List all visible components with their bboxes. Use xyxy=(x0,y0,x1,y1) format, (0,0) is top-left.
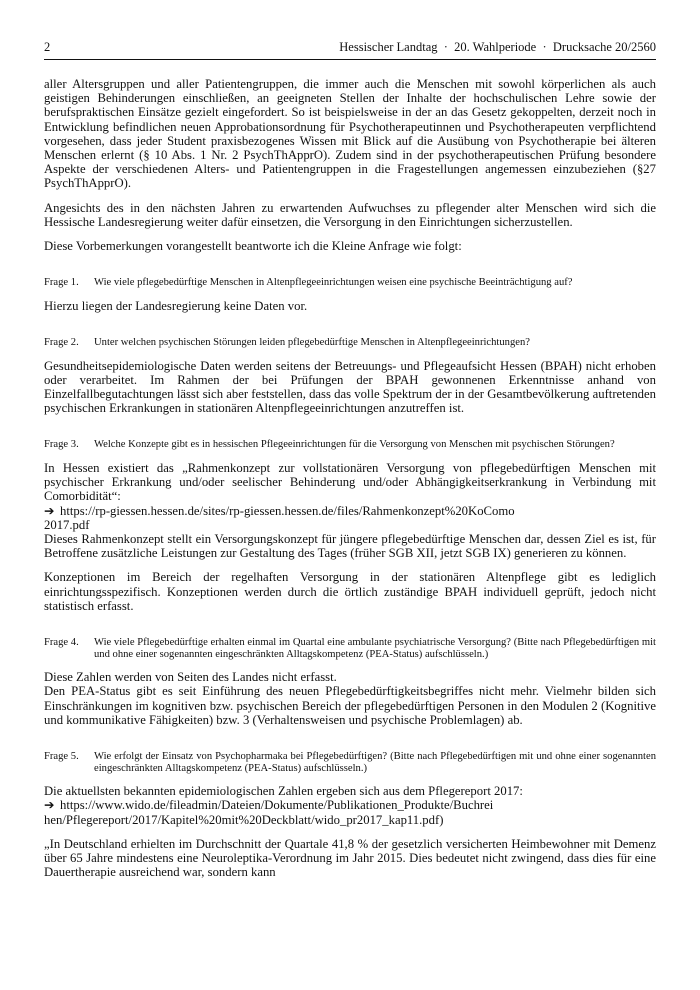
link-url-part-2[interactable]: 2017.pdf xyxy=(44,517,90,532)
intro-paragraph-2: Angesichts des in den nächsten Jahren zu erwartenden Aufwuchses zu pflegender alter Menschen wird sich die Hessische Landesregierung weiter dafür einsetzen, die Versorgung in den Einrichtungen sicherzustellen. xyxy=(44,200,656,229)
link-url-part-2[interactable]: hen/Pflegereport/2017/Kapitel%20mit%20Deckblatt/wido_pr2017_kap11.pdf) xyxy=(44,812,444,827)
answer-3-concept: Dieses Rahmenkonzept stellt ein Versorgungskonzept für jüngere pflegebedürftige Menschen dar, dessen Ziel es ist, für Betroffene zusätzliche Leistungen zur Gestaltung des Tages (früher SGB XII, jetzt SGB IX) generieren zu können. xyxy=(44,532,656,561)
question-label: Frage 3. xyxy=(44,439,79,451)
running-title: Hessischer Landtag · 20. Wahlperiode · Drucksache 20/2560 xyxy=(339,40,656,54)
question-3 xyxy=(44,439,656,451)
answer-2: Gesundheitsepidemiologische Daten werden seitens der Betreuungs- und Pflegeaufsicht Hessen (BPAH) nicht erhoben oder verarbeitet. Im Rahmen der bei Prüfungen der BPAH gewonnenen Erkenntnisse anhand von Einzelfallbegutachtungen lässt sich aber feststellen, dass das volle Spektrum der in der Gesamtbevölkerung auftretenden psychischen Erkrankungen in stationären Altenpflegeeinrichtungen anzutreffen ist. xyxy=(44,358,656,416)
document-body xyxy=(44,77,656,879)
header-divider xyxy=(44,59,656,60)
page-number: 2 xyxy=(44,40,51,54)
link-url-part-1[interactable]: https://rp-giessen.hessen.de/sites/rp-giessen.hessen.de/files/Rahmenkonzept%20KoComo xyxy=(60,503,515,518)
arrow-right-icon: ➔ xyxy=(44,503,55,518)
question-4 xyxy=(44,637,656,660)
question-1 xyxy=(44,277,656,289)
question-label: Frage 2. xyxy=(44,337,79,349)
link-url-part-1[interactable]: https://www.wido.de/fileadmin/Dateien/Dokumente/Publikationen_Produkte/Buchrei xyxy=(60,798,494,813)
pflegereport-link[interactable] xyxy=(44,798,656,826)
answer-4-pea: Den PEA-Status gibt es seit Einführung des neuen Pflegebedürftigkeitsbegriffes nicht mehr. Vielmehr bilden sich Einschränkungen im kognitiven bzw. psychischen Bereich der pflegebedürftigen Personen in den Modulen 2 (Kognitive und kommunikative Fähigkeiten) bzw. 3 (Verhaltensweisen und psychische Problemlagen) ab. xyxy=(44,684,656,727)
question-2 xyxy=(44,337,656,349)
answer-4-line: Diese Zahlen werden von Seiten des Landes nicht erfasst. xyxy=(44,670,337,685)
question-label: Frage 1. xyxy=(44,277,79,289)
question-text: Unter welchen psychischen Störungen leiden pflegebedürftige Menschen in Altenpflegeeinrichtungen? xyxy=(94,337,530,349)
intro-paragraph-3: Diese Vorbemerkungen vorangestellt beantworte ich die Kleine Anfrage wie folgt: xyxy=(44,239,462,254)
answer-3-intro: In Hessen existiert das „Rahmenkonzept zur vollstationären Versorgung von pflegebedürftigen Menschen mit psychischer Erkrankung und/oder seelischer Behinderung und/oder Abhängigkeitserkrankung in Verbindung mit Comorbidität“: xyxy=(44,461,656,504)
question-text: Wie erfolgt der Einsatz von Psychopharmaka bei Pflegebedürftigen? (Bitte nach Pflegebedürftigen mit und ohne einer sogenannten eingeschränkten Alltagskompetenz (PEA-Status) aufschlüsseln.) xyxy=(94,751,656,774)
answer-5-intro: Die aktuellsten bekannten epidemiologischen Zahlen ergeben sich aus dem Pflegereport 2017: xyxy=(44,784,523,799)
arrow-right-icon: ➔ xyxy=(44,798,55,813)
answer-5-quote: „In Deutschland erhielten im Durchschnitt der Quartale 41,8 % der gesetzlich versicherten Heimbewohner mit Demenz über 65 Jahre mindestens eine Neuroleptika-Verordnung im Jahr 2015. Dies bedeutet nicht zwingend, dass dies für eine Dauertherapie ausreichend war, sondern kann xyxy=(44,836,656,880)
question-text: Welche Konzepte gibt es in hessischen Pflegeeinrichtungen für die Versorgung von Menschen mit psychischen Störungen? xyxy=(94,439,615,451)
question-label: Frage 5. xyxy=(44,751,79,763)
question-text: Wie viele pflegebedürftige Menschen in Altenpflegeeinrichtungen weisen eine psychische Beeinträchtigung auf? xyxy=(94,277,573,289)
question-label: Frage 4. xyxy=(44,637,79,649)
answer-3-conceptions: Konzeptionen im Bereich der regelhaften Versorgung in der stationären Altenpflege gibt es lediglich einrichtungsspezifisch. Konzeptionen werden durch die örtlich zuständige BPAH individuell geprüft, jedoch nicht statistisch erfasst. xyxy=(44,570,656,613)
answer-1: Hierzu liegen der Landesregierung keine Daten vor. xyxy=(44,298,308,313)
question-5 xyxy=(44,751,656,774)
rahmenkonzept-link[interactable] xyxy=(44,504,656,532)
page-header xyxy=(44,40,656,58)
intro-paragraph-1: aller Altersgruppen und aller Patientengruppen, die immer auch die Menschen mit sowohl körperlichen als auch geistigen Behinderungen einschließen, an geeigneten Stellen der Inhalte der hochschulischen Lehre sowie der berufspraktischen Einsätze gezielt eingefordert. So ist beispielsweise in der an das Gesetz gekoppelten, derzeit noch in Entwicklung befindlichen neuen Approbationsordnung für Psychotherapeutinnen und Psychotherapeuten verpflichtend vorgesehen, dass jeder Student praxisbezogenes Wissen mit Blick auf die Ausübung von Psychotherapie bei älteren Menschen erlernt (§ 10 Abs. 1 Nr. 2 PsychThApprO). Zudem sind in der psychotherapeutischen Prüfung besondere Aspekte der verschiedenen Alters- und Patientengruppen in die Fragestellungen angemessen einzubeziehen (§27 PsychThApprO). xyxy=(44,77,656,191)
question-text: Wie viele Pflegebedürftige erhalten einmal im Quartal eine ambulante psychiatrische Versorgung? (Bitte nach Pflegebedürftigen mit und ohne einer sogenannten eingeschränkten Alltagskompetenz (PEA-Status) aufschlüsseln.) xyxy=(94,637,656,660)
